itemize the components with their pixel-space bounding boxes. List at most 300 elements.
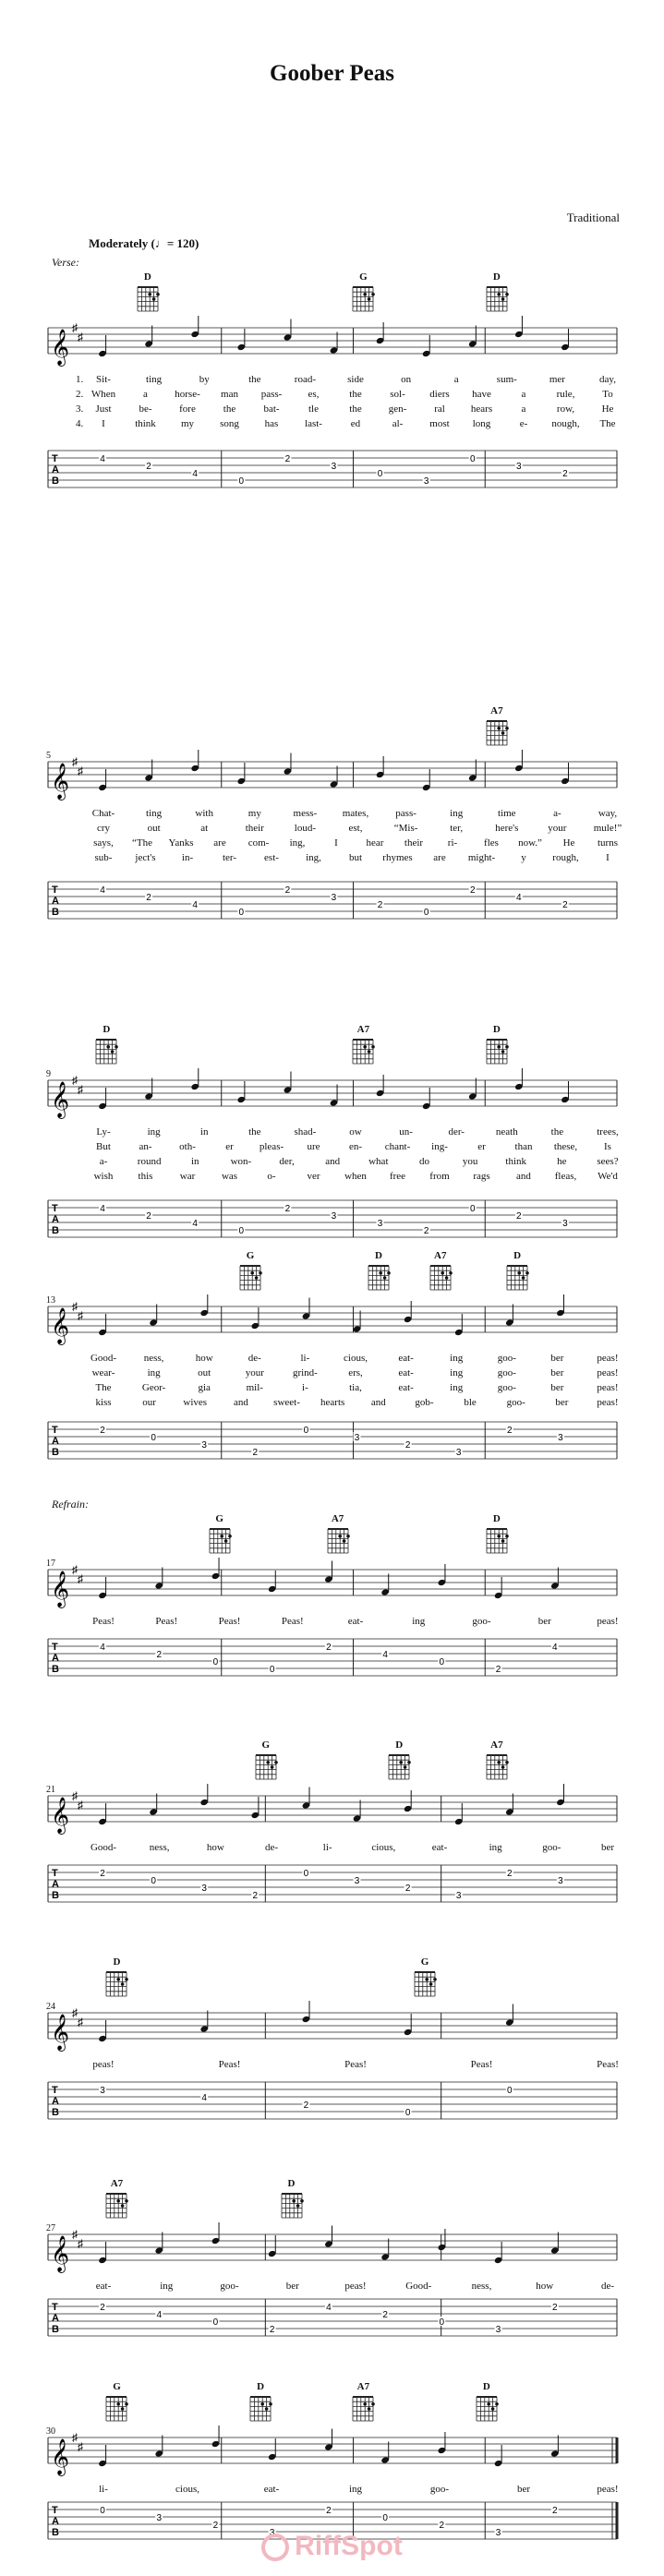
lyric-syllable: what bbox=[368, 1156, 389, 1167]
tab-number: 4 bbox=[382, 1650, 388, 1660]
lyric-syllable: He bbox=[601, 403, 614, 415]
chord-name: D bbox=[492, 1513, 501, 1524]
sharp-icon: ♯ bbox=[72, 321, 78, 334]
lyric-syllable: ing bbox=[160, 2281, 174, 2292]
lyric-syllable: rhymes bbox=[382, 852, 413, 863]
svg-text:T: T bbox=[52, 1868, 58, 1879]
tab-number: 2 bbox=[252, 1891, 259, 1901]
tab-number: 0 bbox=[439, 2317, 445, 2328]
lyric-syllable: peas! bbox=[597, 1382, 619, 1393]
chord-name: A7 bbox=[110, 2178, 124, 2189]
lyric-syllable: Peas! bbox=[218, 2059, 241, 2070]
lyric-syllable: nough, bbox=[551, 418, 580, 429]
lyric-syllable: Peas! bbox=[281, 1616, 304, 1627]
lyric-syllable: To bbox=[602, 389, 613, 400]
measure-number: 21 bbox=[46, 1785, 55, 1795]
tempo-marking: Moderately (♩= 120) bbox=[89, 236, 199, 250]
lyric-syllable: li- bbox=[99, 2484, 108, 2495]
lyric-syllable: way, bbox=[598, 808, 618, 819]
lyric-syllable: song bbox=[220, 418, 239, 429]
lyric-syllable: sum- bbox=[496, 374, 517, 385]
verse-number: 4. bbox=[76, 418, 84, 429]
lyric-syllable: chant- bbox=[384, 1141, 411, 1152]
tab-number: 3 bbox=[269, 2528, 275, 2538]
lyric-syllable: these, bbox=[553, 1141, 578, 1152]
tab-number: 0 bbox=[507, 2086, 513, 2096]
lyric-syllable: goo- bbox=[497, 1382, 516, 1393]
svg-text:T: T bbox=[52, 453, 58, 464]
lyric-syllable: Peas! bbox=[92, 1616, 115, 1627]
lyric-syllable: ber bbox=[550, 1367, 564, 1378]
sharp-icon: ♯ bbox=[78, 2440, 83, 2453]
chord-name: D bbox=[287, 2178, 296, 2189]
lyric-syllable: horse- bbox=[175, 389, 200, 400]
measure-number: 13 bbox=[46, 1295, 55, 1306]
tab-number: 4 bbox=[201, 2093, 207, 2103]
tab-number: 2 bbox=[551, 2303, 558, 2313]
lyric-syllable: peas! bbox=[597, 1353, 619, 1364]
lyric-syllable: out bbox=[147, 823, 161, 834]
lyric-syllable: are bbox=[213, 837, 226, 849]
lyric-syllable: wives bbox=[183, 1397, 208, 1408]
tab-number: 2 bbox=[252, 1448, 259, 1458]
svg-text:B: B bbox=[52, 1447, 59, 1458]
lyric-syllable: than bbox=[514, 1141, 533, 1152]
lyric-syllable: your bbox=[245, 1367, 264, 1378]
lyric-syllable: hearts bbox=[320, 1397, 345, 1408]
lyric-syllable: ing bbox=[412, 1616, 426, 1627]
lyric-syllable: He bbox=[562, 837, 575, 849]
lyric-syllable: Peas! bbox=[470, 2059, 493, 2070]
lyric-syllable: mil- bbox=[246, 1382, 263, 1393]
tab-number: 0 bbox=[469, 1204, 476, 1214]
lyric-syllable: er bbox=[225, 1141, 234, 1152]
song-title: Goober Peas bbox=[270, 61, 394, 86]
tab-number: 4 bbox=[551, 1643, 558, 1653]
lyric-syllable: Chat- bbox=[91, 808, 115, 819]
lyric-syllable: sees? bbox=[597, 1156, 619, 1167]
lyric-syllable: I bbox=[606, 852, 610, 863]
lyric-syllable: Peas! bbox=[597, 2059, 619, 2070]
lyric-syllable: ow bbox=[349, 1126, 362, 1138]
tab-number: 0 bbox=[269, 1665, 275, 1675]
tab-number: 3 bbox=[558, 1876, 563, 1886]
lyric-syllable: cious, bbox=[371, 1842, 396, 1853]
lyric-syllable: The bbox=[95, 1382, 112, 1393]
tab-number: 3 bbox=[201, 1440, 207, 1451]
tab-number: 3 bbox=[495, 2528, 501, 2538]
lyric-syllable: in- bbox=[181, 852, 194, 863]
lyric-syllable: es, bbox=[308, 389, 320, 400]
tab-number: 2 bbox=[469, 885, 476, 896]
quarter-note-icon: ♩ bbox=[154, 236, 167, 250]
lyric-syllable: ral bbox=[434, 403, 445, 415]
lyric-syllable: peas! bbox=[344, 2281, 367, 2292]
tab-number: 2 bbox=[423, 1226, 429, 1236]
lyric-syllable: think bbox=[135, 418, 156, 429]
lyric-syllable: goo- bbox=[497, 1367, 516, 1378]
lyric-syllable: Good- bbox=[405, 2281, 432, 2292]
lyric-syllable: side bbox=[347, 374, 364, 385]
measure-number: 9 bbox=[46, 1069, 51, 1079]
tab-number: 4 bbox=[156, 2310, 163, 2320]
lyric-syllable: ed bbox=[350, 418, 361, 429]
tab-number: 0 bbox=[212, 2317, 219, 2328]
chord-name: G bbox=[246, 1250, 255, 1261]
lyric-syllable: Peas! bbox=[344, 2059, 367, 2070]
lyric-syllable: ers, bbox=[348, 1367, 363, 1378]
svg-text:T: T bbox=[52, 2505, 58, 2516]
lyric-syllable: The bbox=[599, 418, 616, 429]
lyric-syllable: goo- bbox=[542, 1842, 561, 1853]
lyric-syllable: est- bbox=[264, 852, 279, 863]
tab-number: 3 bbox=[156, 2513, 163, 2523]
lyric-syllable: how bbox=[195, 1353, 213, 1364]
lyric-syllable: wear- bbox=[91, 1367, 115, 1378]
lyric-syllable: Peas! bbox=[155, 1616, 178, 1627]
treble-clef-icon: 𝄞 bbox=[51, 1797, 70, 1834]
sharp-icon: ♯ bbox=[72, 1563, 78, 1576]
chord-name: D bbox=[375, 1250, 382, 1261]
sharp-icon: ♯ bbox=[78, 764, 83, 777]
lyric-syllable: ure bbox=[307, 1141, 320, 1152]
lyric-syllable: kiss bbox=[95, 1397, 112, 1408]
svg-text:B: B bbox=[52, 1225, 59, 1236]
lyric-syllable: de- bbox=[264, 1842, 279, 1853]
chord-name: D bbox=[103, 1024, 111, 1035]
lyric-syllable: ber bbox=[285, 2281, 299, 2292]
tab-number: 4 bbox=[100, 885, 105, 896]
lyric-syllable: when bbox=[344, 1171, 367, 1182]
lyric-syllable: We'd bbox=[598, 1171, 618, 1182]
lyric-syllable: But bbox=[96, 1141, 111, 1152]
sharp-icon: ♯ bbox=[72, 1300, 78, 1313]
tab-number: 2 bbox=[284, 1204, 291, 1214]
treble-clef-icon: 𝄞 bbox=[51, 1081, 70, 1118]
lyric-syllable: ber bbox=[550, 1353, 564, 1364]
tab-number: 2 bbox=[404, 1884, 411, 1894]
lyric-syllable: Peas! bbox=[218, 1616, 241, 1627]
tab-number: 4 bbox=[100, 1204, 105, 1214]
lyric-syllable: li- bbox=[300, 1353, 310, 1364]
lyric-syllable: eat- bbox=[398, 1382, 414, 1393]
brand-name: RiffSpot bbox=[295, 2531, 403, 2561]
tab-number: 3 bbox=[201, 1884, 207, 1894]
lyric-syllable: tia, bbox=[349, 1382, 362, 1393]
tab-number: 0 bbox=[238, 476, 245, 487]
tab-number: 2 bbox=[284, 454, 291, 464]
section-label: Refrain: bbox=[52, 1498, 89, 1511]
chord-name: D bbox=[482, 2381, 490, 2392]
lyric-syllable: their bbox=[404, 837, 424, 849]
svg-text:B: B bbox=[52, 907, 59, 918]
lyric-syllable: ing bbox=[147, 1367, 161, 1378]
tab-number: 4 bbox=[192, 469, 198, 479]
lyric-syllable: ing, bbox=[306, 852, 321, 863]
tab-number: 4 bbox=[192, 900, 198, 910]
lyric-syllable: grind- bbox=[292, 1367, 318, 1378]
sharp-icon: ♯ bbox=[72, 2228, 78, 2241]
lyric-syllable: and bbox=[370, 1397, 386, 1408]
lyric-syllable: on bbox=[401, 374, 412, 385]
brand-logo bbox=[0, 2531, 664, 2562]
lyric-syllable: long bbox=[472, 418, 491, 429]
sharp-icon: ♯ bbox=[78, 1083, 83, 1096]
tab-number: 3 bbox=[354, 1876, 360, 1886]
treble-clef-icon: 𝄞 bbox=[51, 763, 70, 800]
lyric-syllable: der- bbox=[448, 1126, 465, 1138]
lyric-syllable: goo- bbox=[429, 2484, 450, 2495]
lyric-syllable: ter, bbox=[450, 823, 464, 834]
lyric-syllable: the bbox=[349, 403, 362, 415]
lyric-syllable: peas! bbox=[597, 1616, 619, 1627]
chord-name: G bbox=[359, 271, 368, 283]
tab-number: 3 bbox=[331, 1211, 337, 1222]
lyric-syllable: der, bbox=[279, 1156, 295, 1167]
lyric-syllable: and bbox=[325, 1156, 341, 1167]
lyric-syllable: he bbox=[557, 1156, 567, 1167]
lyric-syllable: fore bbox=[179, 403, 196, 415]
lyric-syllable: ing bbox=[450, 1382, 464, 1393]
treble-clef-icon: 𝄞 bbox=[51, 2014, 70, 2051]
chord-name: D bbox=[257, 2381, 265, 2392]
lyric-syllable: in bbox=[190, 1156, 199, 1167]
chord-name: A7 bbox=[331, 1513, 344, 1524]
lyric-syllable: Yanks bbox=[168, 837, 194, 849]
lyric-syllable: “The bbox=[132, 837, 152, 849]
svg-text:T: T bbox=[52, 1203, 58, 1214]
lyric-syllable: sub- bbox=[94, 852, 113, 863]
lyric-syllable: from bbox=[429, 1171, 450, 1182]
chord-name: G bbox=[215, 1513, 223, 1524]
tab-number: 2 bbox=[284, 885, 291, 896]
lyric-syllable: ing bbox=[450, 1353, 464, 1364]
tab-number: 0 bbox=[151, 1433, 156, 1443]
svg-text:B: B bbox=[52, 2324, 59, 2335]
lyric-syllable: gia bbox=[198, 1382, 211, 1393]
sharp-icon: ♯ bbox=[78, 1572, 83, 1585]
lyric-syllable: turns bbox=[598, 837, 618, 849]
lyric-syllable: en- bbox=[348, 1141, 363, 1152]
chord-name: D bbox=[113, 1956, 121, 1968]
chord-name: G bbox=[261, 1739, 270, 1751]
lyric-syllable: a bbox=[521, 389, 526, 400]
lyric-syllable: ting bbox=[146, 808, 163, 819]
verse-number: 3. bbox=[76, 403, 84, 415]
sharp-icon: ♯ bbox=[78, 1799, 83, 1812]
lyric-syllable: sweet- bbox=[273, 1397, 300, 1408]
tab-number: 3 bbox=[495, 2325, 501, 2335]
lyric-syllable: hears bbox=[470, 403, 493, 415]
sharp-icon: ♯ bbox=[78, 2016, 83, 2028]
lyric-syllable: my bbox=[247, 808, 261, 819]
chord-name: D bbox=[395, 1739, 404, 1751]
lyric-syllable: loud- bbox=[294, 823, 317, 834]
lyric-syllable: bat- bbox=[263, 403, 280, 415]
svg-text:T: T bbox=[52, 885, 58, 896]
lyric-syllable: the bbox=[248, 374, 261, 385]
svg-text:A: A bbox=[52, 1214, 59, 1225]
tab-number: 0 bbox=[439, 1657, 445, 1667]
lyric-syllable: pass- bbox=[260, 389, 283, 400]
chord-name: A7 bbox=[434, 1250, 447, 1261]
tempo-text: Moderately bbox=[89, 236, 149, 250]
lyric-syllable: Geor- bbox=[141, 1382, 166, 1393]
lyric-syllable: rags bbox=[473, 1171, 490, 1182]
sharp-icon: ♯ bbox=[78, 1309, 83, 1322]
lyric-syllable: com- bbox=[247, 837, 270, 849]
lyric-syllable: the bbox=[550, 1126, 564, 1138]
lyric-syllable: now.” bbox=[518, 837, 542, 849]
tab-number: 3 bbox=[558, 1433, 563, 1443]
svg-text:B: B bbox=[52, 2107, 59, 2118]
lyric-syllable: ber bbox=[600, 1842, 615, 1853]
lyric-syllable: Is bbox=[604, 1141, 611, 1152]
lyric-syllable: last- bbox=[305, 418, 322, 429]
tab-number: 2 bbox=[516, 1211, 522, 1222]
lyric-syllable: be- bbox=[139, 403, 152, 415]
sharp-icon: ♯ bbox=[72, 2431, 78, 2444]
lyric-syllable: I bbox=[102, 418, 105, 429]
svg-text:A: A bbox=[52, 896, 59, 907]
tempo-value: = 120 bbox=[166, 236, 196, 250]
svg-text:T: T bbox=[52, 1425, 58, 1436]
chord-name: G bbox=[420, 1956, 429, 1968]
svg-text:A: A bbox=[52, 2096, 59, 2107]
tab-number: 3 bbox=[455, 1448, 462, 1458]
lyric-syllable: diers bbox=[429, 389, 450, 400]
lyric-syllable: ing bbox=[489, 1842, 502, 1853]
svg-text:T: T bbox=[52, 2085, 58, 2096]
lyric-syllable: ing, bbox=[289, 837, 306, 849]
svg-text:B: B bbox=[52, 1890, 59, 1901]
lyric-syllable: you bbox=[462, 1156, 478, 1167]
composer-credit: Traditional bbox=[566, 211, 620, 224]
chord-name: D bbox=[492, 1024, 501, 1035]
tab-number: 0 bbox=[303, 1426, 309, 1436]
lyric-syllable: ber bbox=[550, 1382, 564, 1393]
tab-number: 3 bbox=[455, 1891, 462, 1901]
lyric-syllable: i- bbox=[302, 1382, 308, 1393]
lyric-syllable: mates, bbox=[342, 808, 369, 819]
lyric-syllable: ness, bbox=[149, 1842, 170, 1853]
lyric-syllable: li- bbox=[322, 1842, 332, 1853]
tab-number: 0 bbox=[238, 908, 245, 918]
lyric-syllable: peas! bbox=[92, 2059, 115, 2070]
lyric-syllable: free bbox=[389, 1171, 406, 1182]
lyric-syllable: ing bbox=[450, 808, 464, 819]
svg-text:B: B bbox=[52, 2527, 59, 2538]
tab-number: 0 bbox=[151, 1876, 156, 1886]
chord-name: A7 bbox=[356, 2381, 370, 2392]
lyric-syllable: I bbox=[334, 837, 338, 849]
treble-clef-icon: 𝄞 bbox=[51, 1307, 70, 1344]
lyric-syllable: a bbox=[143, 389, 148, 400]
lyric-syllable: ject's bbox=[135, 852, 156, 863]
treble-clef-icon: 𝄞 bbox=[51, 2438, 70, 2475]
sharp-icon: ♯ bbox=[72, 2006, 78, 2019]
tab-number: 2 bbox=[146, 462, 151, 472]
lyric-syllable: and bbox=[233, 1397, 248, 1408]
lyric-syllable: war bbox=[179, 1171, 196, 1182]
tab-number: 2 bbox=[562, 469, 568, 479]
tab-number: 4 bbox=[192, 1219, 198, 1229]
tab-number: 4 bbox=[100, 1643, 105, 1653]
lyric-syllable: mule!” bbox=[593, 823, 622, 834]
tab-number: 3 bbox=[377, 1219, 383, 1229]
lyric-syllable: here's bbox=[495, 823, 519, 834]
tab-number: 2 bbox=[507, 1426, 513, 1436]
lyric-syllable: a bbox=[521, 403, 526, 415]
lyric-syllable: hear bbox=[366, 837, 384, 849]
lyric-syllable: ber bbox=[516, 2484, 531, 2495]
lyric-syllable: cious, bbox=[344, 1353, 368, 1364]
tab-number: 2 bbox=[439, 2521, 445, 2531]
lyric-syllable: de- bbox=[247, 1353, 261, 1364]
sharp-icon: ♯ bbox=[78, 331, 83, 343]
lyric-syllable: man bbox=[221, 389, 238, 400]
lyric-syllable: eat- bbox=[431, 1842, 448, 1853]
lyric-syllable: the bbox=[223, 403, 236, 415]
verse-number: 2. bbox=[76, 389, 84, 400]
tab-number: 4 bbox=[100, 454, 105, 464]
chord-name: A7 bbox=[490, 705, 503, 716]
lyric-syllable: goo- bbox=[497, 1353, 516, 1364]
tab-number: 2 bbox=[382, 2310, 388, 2320]
lyric-syllable: by bbox=[199, 374, 210, 385]
tab-number: 3 bbox=[100, 2086, 105, 2096]
chord-name: G bbox=[113, 2381, 121, 2392]
measure-number: 24 bbox=[46, 2002, 55, 2012]
tab-number: 3 bbox=[562, 1219, 568, 1229]
chord-name: D bbox=[143, 271, 151, 283]
measure-number: 5 bbox=[46, 751, 51, 761]
tab-number: 2 bbox=[377, 900, 383, 910]
treble-clef-icon: 𝄞 bbox=[51, 329, 70, 366]
lyric-syllable: “Mis- bbox=[393, 823, 418, 834]
lyric-syllable: Just bbox=[95, 403, 112, 415]
lyric-syllable: neath bbox=[495, 1126, 518, 1138]
tab-number: 4 bbox=[516, 893, 522, 903]
lyric-syllable: out bbox=[198, 1367, 211, 1378]
tab-number: 2 bbox=[100, 2303, 105, 2313]
tab-number: 2 bbox=[507, 1869, 513, 1879]
lyric-syllable: their bbox=[245, 823, 264, 834]
sharp-icon: ♯ bbox=[72, 1074, 78, 1087]
lyric-syllable: your bbox=[548, 823, 567, 834]
tab-number: 2 bbox=[326, 1643, 332, 1653]
lyric-syllable: ing bbox=[147, 1126, 161, 1138]
lyric-syllable: row, bbox=[556, 403, 575, 415]
tab-number: 3 bbox=[516, 462, 522, 472]
lyric-syllable: how bbox=[536, 2281, 554, 2292]
lyric-syllable: peas! bbox=[597, 1367, 619, 1378]
tab-number: 0 bbox=[404, 2108, 411, 2118]
lyric-syllable: ri- bbox=[447, 837, 458, 849]
tab-number: 2 bbox=[212, 2521, 219, 2531]
lyric-syllable: cious, bbox=[175, 2484, 199, 2495]
sharp-icon: ♯ bbox=[72, 1789, 78, 1802]
tab-number: 3 bbox=[331, 462, 337, 472]
lyric-syllable: When bbox=[91, 389, 116, 400]
lyric-syllable: think bbox=[505, 1156, 527, 1167]
lyric-syllable: pass- bbox=[395, 808, 417, 819]
lyric-syllable: a- bbox=[553, 808, 561, 819]
lyric-syllable: the bbox=[248, 1126, 261, 1138]
staff-system bbox=[0, 1062, 664, 1246]
lyric-syllable: gen- bbox=[388, 403, 407, 415]
lyric-syllable: eat- bbox=[398, 1367, 414, 1378]
